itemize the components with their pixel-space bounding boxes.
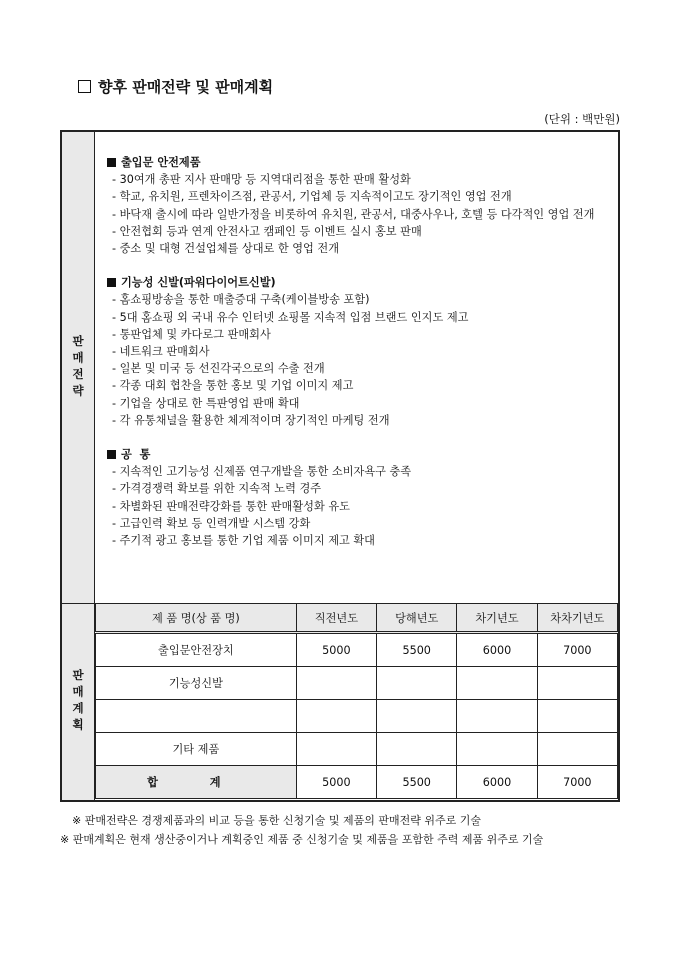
table-cell: 기타 제품 [96, 733, 297, 766]
list-item: - 기업을 상대로 한 특판영업 판매 확대 [112, 396, 300, 410]
footnote: ※ 판매전략은 경쟁제품과의 비교 등을 통한 신청기술 및 제품의 판매전략 위주로 기술 [72, 814, 481, 827]
table-cell: 출입문안전장치 [96, 633, 297, 667]
black-square-icon [107, 450, 116, 459]
table-total-row [96, 766, 618, 799]
section-heading-text: 출입문 안전제품 [121, 156, 201, 169]
page-title-text: 향후 판매전략 및 판매계획 [98, 78, 274, 96]
side-label-plan: 판매계획 [71, 668, 85, 735]
list-item: - 지속적인 고기능성 신제품 연구개발을 통한 소비자욕구 충족 [112, 465, 412, 479]
column-header: 제 품 명(상 품 명) [96, 604, 297, 633]
table-cell [296, 700, 376, 733]
side-label-strategy: 판매전략 [71, 334, 85, 401]
page-title [78, 76, 273, 97]
section-heading [107, 154, 617, 171]
table-cell: 6000 [457, 633, 537, 667]
unit-label: (단위 : 백만원) [544, 112, 620, 126]
total-cell: 6000 [457, 766, 537, 799]
black-square-icon [107, 278, 116, 287]
table-row [96, 733, 618, 766]
list-item: - 홈쇼핑방송을 통한 매출증대 구축(케이블방송 포함) [112, 293, 370, 307]
table-cell [457, 733, 537, 766]
total-cell: 7000 [537, 766, 617, 799]
section-heading [107, 446, 617, 463]
table-cell: 7000 [537, 633, 617, 667]
list-item: - 통판업체 및 카다로그 판매회사 [112, 327, 271, 341]
strategy-section-common [107, 446, 617, 549]
strategy-section-door-safety [107, 154, 617, 257]
sales-plan-table [95, 603, 618, 799]
list-item: - 안전협회 등과 연계 안전사고 캠페인 등 이벤트 실시 홍보 판매 [112, 224, 422, 238]
strategy-plan-frame [60, 130, 620, 802]
table-header-row [96, 604, 618, 633]
table-cell [537, 733, 617, 766]
table-cell [296, 733, 376, 766]
table-cell [457, 667, 537, 700]
side-header-plan [62, 603, 95, 800]
total-cell: 5500 [377, 766, 457, 799]
table-row [96, 633, 618, 667]
list-item: - 각 유통채널을 활용한 체계적이며 장기적인 마케팅 전개 [112, 413, 390, 427]
table-cell [296, 667, 376, 700]
table-cell [96, 700, 297, 733]
side-header-strategy [62, 132, 95, 603]
table-cell [377, 733, 457, 766]
column-header: 직전년도 [296, 604, 376, 633]
list-item: - 고급인력 확보 등 인력개발 시스템 강화 [112, 516, 311, 530]
footnotes [60, 811, 630, 849]
section-heading [107, 274, 617, 291]
table-cell [537, 700, 617, 733]
column-header: 당해년도 [377, 604, 457, 633]
footnote: ※ 판매계획은 현재 생산중이거나 계획중인 제품 중 신청기술 및 제품을 포함한 주력 제품 위주로 기술 [60, 833, 544, 846]
section-heading-text: 공 통 [121, 448, 151, 462]
list-item: - 차별화된 판매전략강화를 통한 판매활성화 유도 [112, 499, 350, 513]
list-item: - 주기적 광고 홍보를 통한 기업 제품 이미지 제고 확대 [112, 534, 375, 548]
total-label-cell: 합 계 [96, 766, 297, 799]
black-square-icon [107, 158, 116, 167]
list-item: - 가격경쟁력 확보를 위한 지속적 노력 경주 [112, 482, 322, 496]
table-cell [457, 700, 537, 733]
list-item: - 일본 및 미국 등 선진각국으로의 수출 전개 [112, 362, 325, 376]
table-cell [377, 667, 457, 700]
column-header: 차기년도 [457, 604, 537, 633]
list-item: - 학교, 유치원, 프렌차이즈점, 관공서, 기업체 등 지속적이고도 장기적인 영업 전개 [112, 190, 512, 204]
checkbox-icon [78, 80, 91, 93]
table-cell: 5500 [377, 633, 457, 667]
list-item: - 중소 및 대형 건설업체를 상대로 한 영업 전개 [112, 242, 340, 256]
column-header: 차차기년도 [537, 604, 617, 633]
table-cell [537, 667, 617, 700]
section-heading-text: 기능성 신발(파워다이어트신발) [121, 276, 276, 290]
table-cell: 기능성신발 [96, 667, 297, 700]
strategy-content [107, 154, 617, 566]
list-item: - 30여개 총판 지사 판매망 등 지역대리점을 통한 판매 활성화 [112, 173, 411, 187]
table-row [96, 700, 618, 733]
strategy-section-functional-shoes [107, 274, 617, 429]
table-cell: 5000 [296, 633, 376, 667]
list-item: - 각종 대회 협찬을 통한 홍보 및 기업 이미지 제고 [112, 379, 354, 393]
list-item: - 바닥재 출시에 따라 일반가정을 비롯하여 유치원, 관공서, 대중사우나, 호텔 등 다각적인 영업 전개 [112, 207, 595, 221]
table-cell [377, 700, 457, 733]
total-cell: 5000 [296, 766, 376, 799]
table-row [96, 667, 618, 700]
list-item: - 네트워크 판매회사 [112, 345, 210, 359]
list-item: - 5대 홈쇼핑 외 국내 유수 인터넷 쇼핑몰 지속적 입점 브랜드 인지도 제고 [112, 310, 469, 324]
